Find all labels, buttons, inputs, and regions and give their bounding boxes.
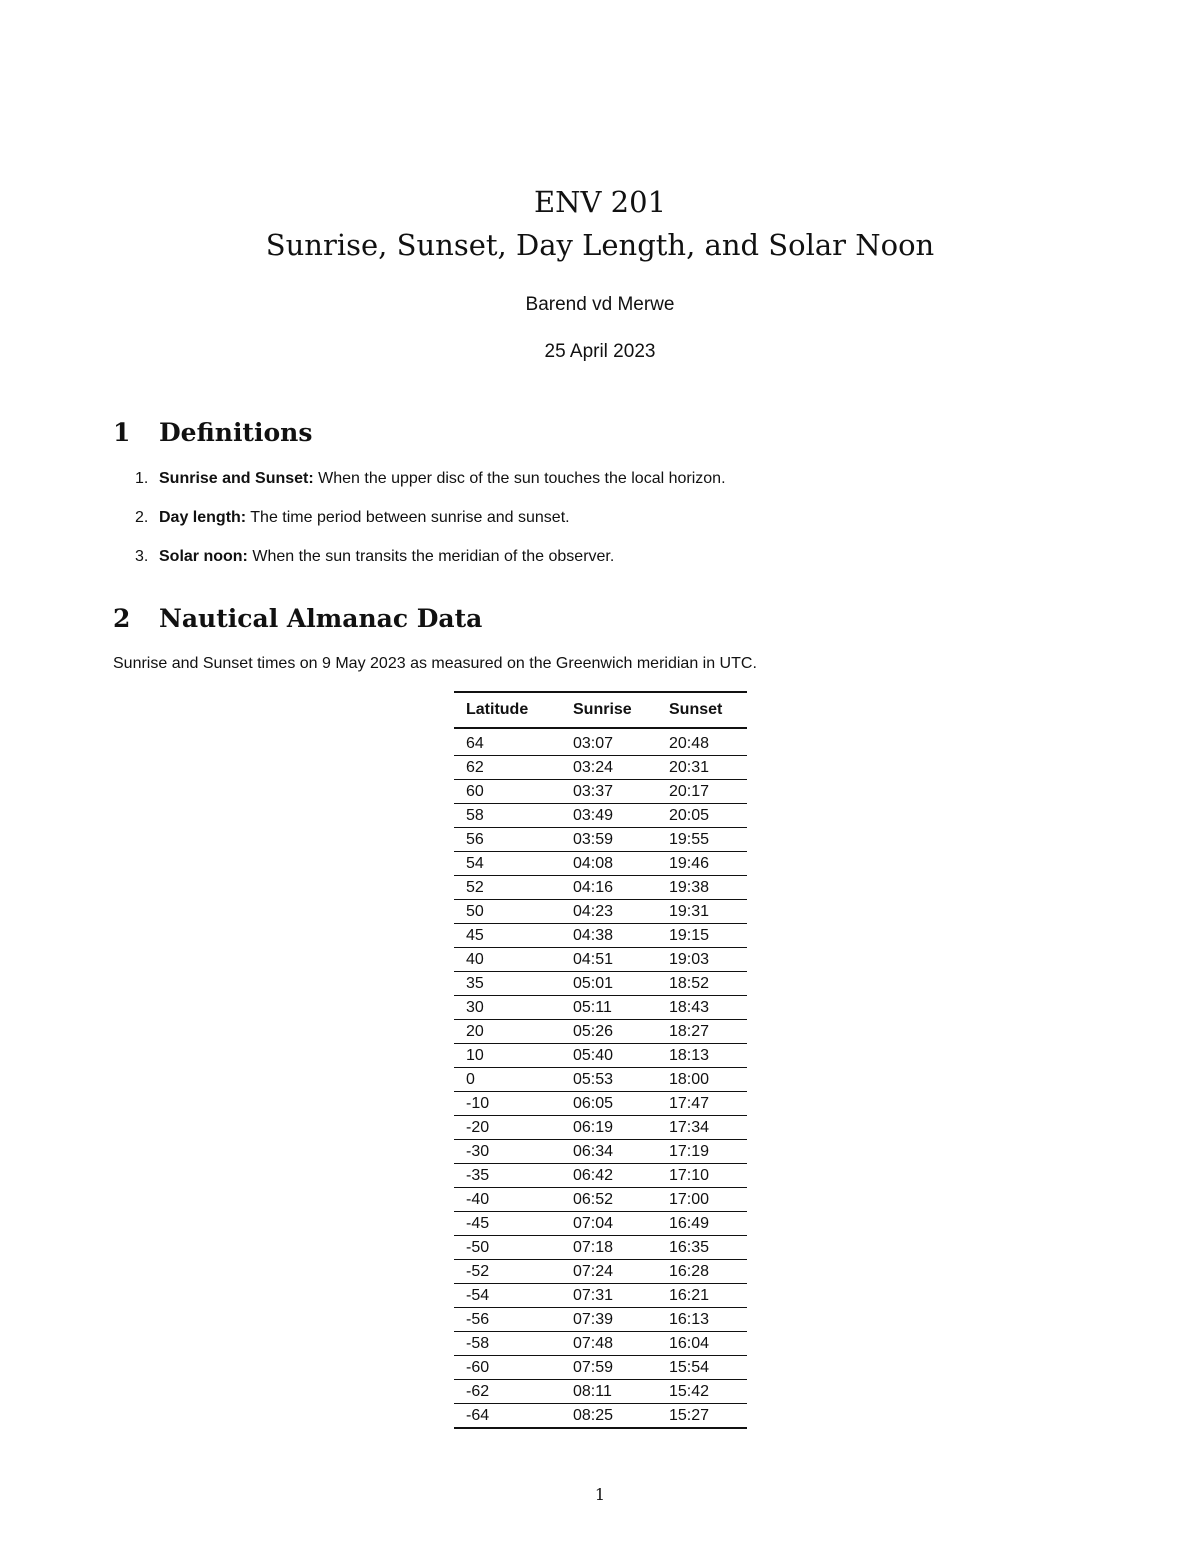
definition-text: The time period between sunrise and sunset. (246, 509, 570, 526)
table-row (454, 828, 747, 852)
table-row (454, 1164, 747, 1188)
cell-sunset: 16:21 (657, 1284, 747, 1308)
list-item (135, 544, 1095, 583)
table-row (454, 1188, 747, 1212)
table-body (454, 728, 747, 1428)
table-row (454, 1092, 747, 1116)
cell-sunrise: 08:25 (573, 1406, 614, 1424)
cell-sunset: 19:38 (657, 876, 747, 900)
table-row (454, 756, 747, 780)
cell-sunrise: 07:31 (561, 1284, 657, 1308)
column-header-sunset: Sunset (657, 692, 747, 728)
section-intro-text: Sunrise and Sunset times on 9 May 2023 as measured on the Greenwich meridian in UTC. (113, 655, 757, 672)
cell-sunset: 19:55 (657, 828, 747, 852)
almanac-table (454, 691, 747, 1429)
definition-text: When the upper disc of the sun touches the local horizon. (313, 470, 726, 487)
cell-latitude: 54 (454, 852, 561, 876)
cell-sunset: 19:31 (657, 900, 747, 924)
cell-latitude: -54 (454, 1284, 561, 1308)
cell-sunrise: 07:48 (561, 1332, 657, 1356)
cell-sunrise: 03:37 (561, 780, 657, 804)
cell-sunset: 18:13 (657, 1044, 747, 1068)
cell-sunrise: 07:24 (561, 1260, 657, 1284)
table-row (454, 852, 747, 876)
cell-sunset: 17:47 (657, 1092, 747, 1116)
cell-sunset: 16:04 (657, 1332, 747, 1356)
cell-latitude: -40 (454, 1188, 561, 1212)
cell-sunset: 16:49 (657, 1212, 747, 1236)
cell-latitude: 56 (454, 828, 561, 852)
column-header-sunrise: Sunrise (561, 692, 657, 728)
cell-sunrise: 05:40 (561, 1044, 657, 1068)
cell-latitude: -58 (454, 1332, 561, 1356)
cell-sunrise: 04:51 (561, 948, 657, 972)
cell-latitude: -35 (454, 1164, 561, 1188)
table-row (454, 1236, 747, 1260)
list-item (135, 466, 1095, 505)
cell-sunrise: 07:59 (561, 1356, 657, 1380)
table-row (454, 1140, 747, 1164)
cell-latitude: -52 (454, 1260, 561, 1284)
cell-sunset: 17:00 (657, 1188, 747, 1212)
cell-latitude: 60 (454, 780, 561, 804)
document-title: Sunrise, Sunset, Day Length, and Solar Noon (265, 228, 935, 262)
table-row (454, 780, 747, 804)
cell-latitude: 20 (454, 1020, 561, 1044)
cell-sunrise: 03:49 (561, 804, 657, 828)
document-date: 25 April 2023 (544, 341, 656, 362)
cell-sunset: 15:42 (657, 1380, 747, 1404)
cell-latitude: -60 (454, 1356, 561, 1380)
cell-sunrise: 05:01 (561, 972, 657, 996)
cell-latitude: 30 (454, 996, 561, 1020)
table-row (454, 1068, 747, 1092)
cell-sunset: 20:48 (657, 732, 747, 756)
list-index: 3. (135, 548, 149, 565)
cell-latitude: -56 (454, 1308, 561, 1332)
table-row (454, 804, 747, 828)
cell-sunset: 19:46 (657, 852, 747, 876)
section-heading-definitions (113, 417, 312, 449)
cell-sunset: 19:15 (657, 924, 747, 948)
cell-sunrise: 07:04 (561, 1212, 657, 1236)
page-number: 1 (594, 1485, 606, 1504)
cell-sunrise: 06:34 (561, 1140, 657, 1164)
cell-latitude: 58 (454, 804, 561, 828)
cell-latitude: -10 (454, 1092, 561, 1116)
cell-sunset: 20:17 (657, 780, 747, 804)
table-row (454, 1404, 747, 1429)
list-index: 1. (135, 470, 149, 487)
cell-latitude: -30 (454, 1140, 561, 1164)
list-item (135, 505, 1095, 544)
table-header-row (454, 692, 747, 728)
column-header-latitude: Latitude (454, 692, 561, 728)
table-row (454, 1380, 747, 1404)
cell-sunrise: 03:24 (561, 756, 657, 780)
cell-sunrise: 08:11 (561, 1380, 657, 1404)
course-code: ENV 201 (533, 185, 667, 219)
cell-sunrise: 05:53 (561, 1068, 657, 1092)
cell-latitude: 40 (454, 948, 561, 972)
cell-sunset: 17:34 (657, 1116, 747, 1140)
cell-latitude: 35 (454, 972, 561, 996)
cell-sunset: 18:00 (657, 1068, 747, 1092)
table-row (454, 1356, 747, 1380)
section-heading-almanac (113, 603, 482, 635)
cell-latitude: 45 (454, 924, 561, 948)
cell-sunrise: 04:23 (561, 900, 657, 924)
definition-term: Sunrise and Sunset: (159, 470, 314, 487)
table-row (454, 1260, 747, 1284)
cell-latitude: 64 (454, 732, 561, 756)
table-row (454, 1332, 747, 1356)
table-row (454, 732, 747, 756)
cell-latitude: 50 (454, 900, 561, 924)
cell-latitude: 52 (454, 876, 561, 900)
definition-term: Day length: (159, 509, 247, 526)
table-row (454, 1308, 747, 1332)
section-number: 1 (113, 418, 131, 447)
table-row (454, 1284, 747, 1308)
cell-sunrise: 03:07 (561, 732, 657, 756)
cell-sunrise: 05:26 (561, 1020, 657, 1044)
definitions-list (135, 466, 1095, 583)
cell-sunset: 18:52 (657, 972, 747, 996)
table-row (454, 972, 747, 996)
cell-sunset: 15:27 (669, 1406, 710, 1424)
cell-latitude: -62 (454, 1380, 561, 1404)
cell-sunrise: 07:39 (561, 1308, 657, 1332)
cell-sunrise: 04:16 (561, 876, 657, 900)
table-row (454, 1044, 747, 1068)
table-row (454, 1020, 747, 1044)
author: Barend vd Merwe (525, 294, 675, 315)
cell-sunrise: 05:11 (561, 996, 657, 1020)
table-row (454, 1212, 747, 1236)
section-title: Nautical Almanac Data (159, 604, 483, 633)
section-title: Definitions (159, 418, 313, 447)
cell-latitude: 0 (454, 1068, 561, 1092)
cell-sunset: 18:43 (657, 996, 747, 1020)
table-row (454, 900, 747, 924)
cell-sunrise: 06:42 (561, 1164, 657, 1188)
cell-sunrise: 06:19 (561, 1116, 657, 1140)
cell-sunset: 20:31 (657, 756, 747, 780)
cell-latitude: 62 (454, 756, 561, 780)
cell-latitude: -20 (454, 1116, 561, 1140)
table-row (454, 948, 747, 972)
cell-sunset: 16:28 (657, 1260, 747, 1284)
cell-sunrise: 06:52 (561, 1188, 657, 1212)
list-index: 2. (135, 509, 149, 526)
table-row (454, 924, 747, 948)
table-row (454, 996, 747, 1020)
cell-sunset: 16:13 (657, 1308, 747, 1332)
cell-sunrise: 03:59 (561, 828, 657, 852)
cell-latitude: -64 (466, 1406, 490, 1424)
cell-sunset: 18:27 (657, 1020, 747, 1044)
cell-sunset: 15:54 (657, 1356, 747, 1380)
cell-sunset: 17:10 (657, 1164, 747, 1188)
cell-latitude: -50 (454, 1236, 561, 1260)
definition-text: When the sun transits the meridian of the observer. (247, 548, 615, 565)
cell-latitude: 10 (454, 1044, 561, 1068)
definition-term: Solar noon: (159, 548, 248, 565)
cell-sunrise: 06:05 (561, 1092, 657, 1116)
cell-sunrise: 07:18 (561, 1236, 657, 1260)
table-row (454, 1116, 747, 1140)
cell-sunset: 20:05 (657, 804, 747, 828)
table-row (454, 876, 747, 900)
cell-sunset: 17:19 (657, 1140, 747, 1164)
cell-sunrise: 04:38 (561, 924, 657, 948)
section-number: 2 (113, 604, 131, 633)
cell-latitude: -45 (454, 1212, 561, 1236)
cell-sunset: 16:35 (657, 1236, 747, 1260)
cell-sunrise: 04:08 (561, 852, 657, 876)
cell-sunset: 19:03 (657, 948, 747, 972)
